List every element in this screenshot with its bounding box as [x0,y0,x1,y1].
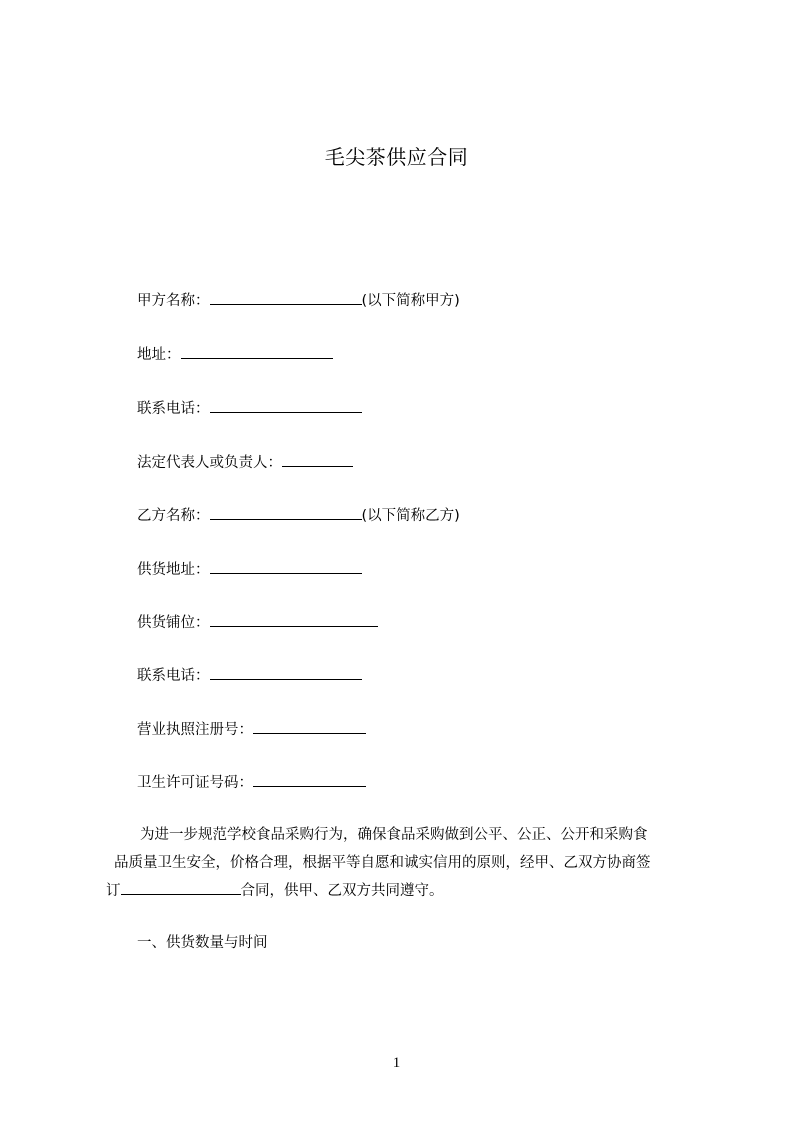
field-license-no [137,719,366,740]
field-label: 甲方名称： [137,293,210,309]
field-label: 联系电话： [137,668,210,684]
blank-line [253,719,366,734]
field-health-permit [137,772,366,793]
field-label: 法定代表人或负责人： [137,455,282,471]
blank-line [253,772,366,787]
field-label: 供货铺位： [137,615,210,631]
blank-line [210,612,378,627]
field-address [137,344,333,365]
field-party-a-name [137,290,460,311]
field-label: 地址： [137,347,181,363]
field-legal-rep [137,452,353,473]
blank-line [210,559,362,574]
blank-line [210,505,362,520]
section-1-heading: 一、供货数量与时间 [137,935,268,951]
field-label: 联系电话： [137,401,210,417]
field-label: 营业执照注册号： [137,722,253,738]
field-label: 卫生许可证号码： [137,775,253,791]
field-supply-address [137,559,362,580]
field-note: (以下简称乙方) [361,508,460,524]
intro-line-1: 为进一步规范学校食品采购行为，确保食品采购做到公平、公正、公开和采购食 [140,827,648,843]
field-label: 供货地址： [137,562,210,578]
blank-line [121,880,241,895]
field-label: 乙方名称： [137,508,210,524]
field-phone-b [137,665,362,686]
blank-line [210,665,362,680]
blank-line [282,452,353,467]
field-supply-stall [137,612,378,633]
intro-line-3-suffix: 合同，供甲、乙双方共同遵守。 [240,883,444,899]
blank-line [181,344,333,359]
blank-line [210,398,362,413]
document-title: 毛尖茶供应合同 [324,145,469,169]
field-phone-a [137,398,362,419]
page-number: 1 [392,1055,401,1071]
blank-line [210,290,362,305]
intro-line-3 [106,880,444,901]
field-party-b-name [137,505,460,526]
field-note: (以下简称甲方) [361,293,460,309]
intro-line-3-prefix: 订 [106,883,121,899]
intro-line-2: 品质量卫生安全，价格合理，根据平等自愿和诚实信用的原则，经甲、乙双方协商签 [114,855,651,871]
